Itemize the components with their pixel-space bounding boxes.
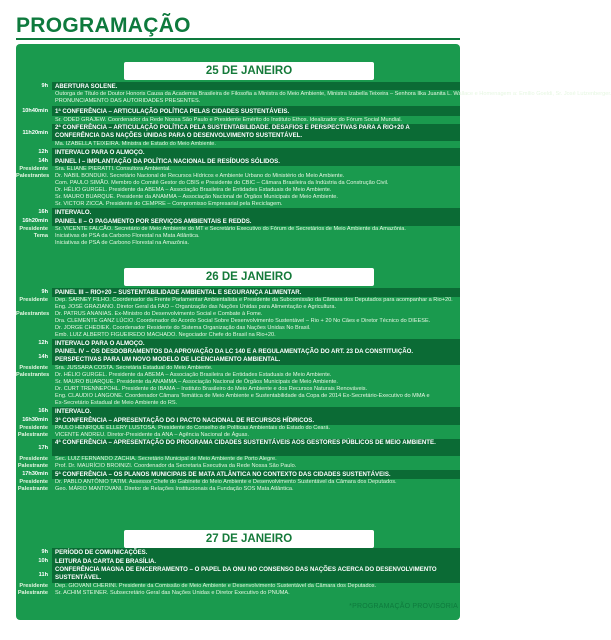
session-detail: Outorga de Título de Doutor Honoris Causa da Academia Brasileira de Filosofia a Ministra do Meio Ambiente, Ministra Izabella Teixeira – Senhora Ilka Juanita L. Wallace e Homenagem a: Emílio Goeldi, Sr. José Lutzenberger. <box>55 90 611 97</box>
session-detail: Sr. MAURO BUARQUE. Presidente da ANAMMA – Associação Nacional de Órgãos Municipais de Meio Ambiente. <box>55 379 338 385</box>
session-time: Presidente <box>19 583 48 589</box>
session-time: 10h40min <box>22 107 48 114</box>
session-detail: Sr. VICTOR ZICCA. Presidente do CEMPRE – Compromisso Empresarial pela Reciclagem. <box>55 201 283 207</box>
schedule-detail <box>16 583 460 590</box>
session-detail: Eng. CLAUDIO LANGONE. Coordenador Câmara Temática de Meio Ambiente e Sustentabilidade da Copa de 2014 Ex-Secretário-Executivo do MMA e <box>55 393 430 399</box>
session-title: 5ª CONFERÊNCIA – OS PLANOS MUNICIPAIS DE MATA ATLÂNTICA NO CONTEXTO DAS CIDADES SUSTENTÁVEIS. <box>55 471 391 478</box>
session-detail: Iniciativas de PSA da Carbono Florestal na Mata Atlântica. <box>55 233 200 239</box>
session-time: 9h <box>41 82 48 89</box>
session-time: Palestrantes <box>16 173 50 179</box>
session-time: Presidente <box>19 365 48 371</box>
schedule-session <box>16 348 460 365</box>
session-time: Palestrantes <box>16 311 50 317</box>
schedule-detail <box>16 297 460 304</box>
session-time: Palestrante <box>17 486 48 492</box>
session-title: LEITURA DA CARTA DE BRASÍLIA. <box>55 558 157 565</box>
session-detail: Dr. JORGE CHEDIEK. Coordenador Residente do Sistema Organização das Nações Unidas No Brasil. <box>55 325 311 331</box>
schedule-detail <box>16 332 460 339</box>
schedule-session <box>16 407 460 416</box>
schedule-detail <box>16 180 460 187</box>
session-title: PAINEL II – O PAGAMENTO POR SERVIÇOS AMBIENTAIS E REDDS. <box>55 218 252 225</box>
schedule-detail <box>16 226 460 233</box>
schedule-detail <box>16 166 460 173</box>
session-title: INTERVALO PARA O ALMOÇO. <box>55 340 145 347</box>
schedule-detail <box>16 318 460 325</box>
session-detail: Dr. PABLO ANTÔNIO TATIM. Assessor Chefe do Gabinete do Meio Ambiente e Desenvolvimento Sustentável da Câmara dos Deputados. <box>55 479 397 485</box>
title-rule <box>16 38 460 40</box>
schedule-session <box>16 106 460 116</box>
session-time: 9h <box>41 549 48 555</box>
session-title: INTERVALO PARA O ALMOÇO. <box>55 149 145 156</box>
session-time: 12h <box>38 149 48 155</box>
session-detail: Com. PAULO SIMÃO. Membro do Comitê Gestor do CBIS e Presidente do CBIC – Câmara Brasileira da Indústria da Construção Civil. <box>55 180 389 186</box>
session-title: INTERVALO. <box>55 408 92 415</box>
day-header: 26 DE JANEIRO <box>124 268 374 286</box>
session-detail: Dr. PATRUS ANANIAS. Ex-Ministro do Desenvolvimento Social e Combate à Fome. <box>55 311 263 317</box>
schedule-detail <box>16 432 460 439</box>
session-time: 11h20min <box>22 129 48 136</box>
schedule-session <box>16 157 460 166</box>
schedule-session <box>16 557 460 566</box>
session-time: Presidente <box>19 425 48 431</box>
session-detail: Geo. MÁRIO MANTOVANI. Diretor de Relações Institucionais da Fundação SOS Mata Atlântica. <box>55 486 294 492</box>
session-time: 10h <box>38 558 48 564</box>
session-detail: Sec. LUIZ FERNANDO ZACHIA. Secretário Municipal de Meio Ambiente de Porto Alegre. <box>55 456 277 462</box>
session-time: Presidente <box>19 226 48 232</box>
session-time: Palestrante <box>17 432 48 438</box>
session-title: 4ª CONFERÊNCIA – APRESENTAÇÃO DO PROGRAMA CIDADES SUSTENTÁVEIS AOS GESTORES PÚBLICOS DE MEIO AMBIENTE. <box>55 439 436 446</box>
session-detail: PAULO HENRIQUE ELLERY LUSTOSA. Presidente do Conselho de Políticas Ambientais do Estado do Ceará. <box>55 425 331 431</box>
schedule-session <box>16 82 460 90</box>
schedule-detail <box>16 311 460 318</box>
session-time: 17h30min <box>22 471 48 477</box>
session-detail: Dra. CLEMENTE GANZ LÚCIO. Coordenador do Acordo Social Sobre Desenvolvimento Sustentável – Rio + 20 No Cães e Diretor Técnico do DIEESE. <box>55 318 431 324</box>
session-title: ABERTURA SOLENE. <box>55 82 118 90</box>
provisional-footnote: *PROGRAMAÇÃO PROVISÓRIA <box>349 603 458 610</box>
session-detail: Ma. IZABELLA TEIXEIRA. Ministra de Estado do Meio Ambiente. <box>55 141 216 147</box>
session-time: Presidente <box>19 456 48 462</box>
session-time: 14h <box>38 158 48 164</box>
session-time: 16h <box>38 209 48 215</box>
session-detail: Dr. NABIL BONDUKI. Secretário Nacional de Recursos Hídricos e Ambiente Urbano do Ministério do Meio Ambiente. <box>55 173 345 179</box>
session-detail: Dr. HÉLIO GURGEL. Presidente da ABEMA – Associação Brasileira de Entidades Estaduais de Meio Ambiente. <box>55 187 332 193</box>
session-time: 16h30min <box>22 417 48 423</box>
day-header: 25 DE JANEIRO <box>124 62 374 80</box>
schedule-detail <box>16 194 460 201</box>
schedule-detail <box>16 187 460 194</box>
schedule-detail <box>16 233 460 240</box>
session-time: 9h <box>41 289 48 295</box>
session-title: PAINEL III – RIO+20 – SUSTENTABILIDADE AMBIENTAL E SEGURANÇA ALIMENTAR. <box>55 289 302 296</box>
session-detail: Ex-Secretário Estadual de Meio Ambiente do RS. <box>55 400 178 406</box>
session-detail: Sra. ELIANE PIERATTI. Consultora Ambiental. <box>55 166 171 172</box>
schedule-session <box>16 566 460 583</box>
schedule-detail <box>16 590 460 597</box>
schedule-session <box>16 548 460 557</box>
schedule-session <box>16 148 460 157</box>
session-time: Presidente <box>19 479 48 485</box>
schedule-detail <box>16 425 460 432</box>
session-detail: Sr. ODED GRAJEW. Coordenador da Rede Nossa São Paulo e Presidente Emérito do Instituto Ethos. Idealizador do Fórum Social Mundial. <box>55 116 402 123</box>
session-detail: Dr. HÉLIO GURGEL. Presidente da ABEMA – Associação Brasileira de Entidades Estaduais de Meio Ambiente. <box>55 372 332 378</box>
schedule-session <box>16 339 460 348</box>
session-detail: PRONUNCIAMENTO DAS AUTORIDADES PRESENTES. <box>55 98 201 104</box>
session-time: Palestrante <box>17 590 48 596</box>
schedule-detail <box>16 141 460 148</box>
page-title: PROGRAMAÇÃO <box>16 14 191 37</box>
schedule-detail <box>16 173 460 180</box>
schedule-detail <box>16 479 460 486</box>
schedule-session <box>16 470 460 479</box>
session-detail: Sr. VICENTE FALCÃO. Secretário de Meio Ambiente do MT e Secretário Executivo do Fórum de Secretários de Meio Ambiente da Amazônia. <box>55 226 406 232</box>
session-time: 14h <box>38 353 48 360</box>
session-detail: Sra. JUSSARA COSTA. Secretária Estadual do Meio Ambiente. <box>55 365 213 371</box>
schedule-detail <box>16 90 611 98</box>
session-title: PAINEL I – IMPLANTAÇÃO DA POLÍTICA NACIONAL DE RESÍDUOS SÓLIDOS. <box>55 158 280 165</box>
session-title: 1ª CONFERÊNCIA – ARTICULAÇÃO POLÍTICA PELAS CIDADES SUSTENTÁVEIS. <box>55 107 290 115</box>
session-time: 11h <box>38 571 48 578</box>
schedule-detail <box>16 386 460 393</box>
session-time: 16h <box>38 408 48 414</box>
schedule-detail <box>16 456 460 463</box>
schedule-detail <box>16 325 460 332</box>
schedule-session <box>16 416 460 425</box>
session-title: 2ª CONFERÊNCIA – ARTICULAÇÃO POLÍTICA PELA SUSTENTABILIDADE. DESAFIOS E PERSPECTIVAS PARA A RIO+20 A CONFERÊNCIA DAS NAÇÕES UNIDAS PARA O DESENVOLVIMENTO SUSTENTÁVEL. <box>55 124 410 139</box>
session-time: 12h <box>38 340 48 346</box>
session-detail: Sr. ACHIM STEINER. Subsecretário Geral das Nações Unidas e Diretor Executivo do PNUMA. <box>55 590 290 596</box>
schedule-detail <box>16 400 460 407</box>
session-time: Presidente <box>19 297 48 303</box>
schedule-detail <box>16 372 460 379</box>
session-detail: Iniciativas de PSA de Carbono Florestal na Amazônia. <box>55 240 190 246</box>
schedule-session <box>16 208 460 217</box>
schedule-detail <box>16 379 460 386</box>
session-time: Palestrantes <box>16 372 50 378</box>
session-detail: Sr. MAURO BUARQUE. Presidente da ANAMMA – Associação Nacional de Órgãos Municipais de Meio Ambiente. <box>55 194 338 200</box>
session-time: Palestrante <box>17 463 48 469</box>
session-detail: Dep. SARNEY FILHO. Coordenador da Frente Parlamentar Ambientalista e Presidente da Subcomissão da Câmara dos Deputados para acompanhar a Rio+20. <box>55 297 453 303</box>
schedule-detail <box>16 240 460 247</box>
schedule-session <box>16 439 460 456</box>
schedule-detail <box>16 463 460 470</box>
schedule-detail <box>16 486 460 493</box>
schedule-session <box>16 217 460 226</box>
session-title: 3ª CONFERÊNCIA – APRESENTAÇÃO DO I PACTO NACIONAL DE RECURSOS HÍDRICOS. <box>55 417 315 424</box>
schedule-detail <box>16 201 460 208</box>
session-title: INTERVALO. <box>55 209 92 216</box>
session-detail: Dr. CURT TRENNEPOHL. Presidente do IBAMA – Instituto Brasileiro do Meio Ambiente e dos Recursos Naturais Renováveis. <box>55 386 368 392</box>
session-detail: VICENTE ANDREU. Diretor-Presidente da ANA – Agência Nacional de Águas. <box>55 432 250 438</box>
session-time: 17h <box>38 444 48 451</box>
session-detail: Dep. GIOVANI CHERINI. Presidente da Comissão de Meio Ambiente e Desenvolvimento Sustentável da Câmara dos Deputados. <box>55 583 377 589</box>
schedule-detail <box>16 98 460 105</box>
schedule-detail <box>16 365 460 372</box>
session-detail: Eng. JOSÉ GRAZIANO. Diretor Geral da FAO – Organização das Nações Unidas para Alimentação e Agricultura. <box>55 304 337 310</box>
day-header: 27 DE JANEIRO <box>124 530 374 548</box>
schedule-detail <box>16 393 460 400</box>
schedule-session <box>16 124 460 141</box>
schedule-session <box>16 288 460 297</box>
session-time: 16h20min <box>22 218 48 224</box>
session-detail: Emb. LUIZ ALBERTO FIGUEIREDO MACHADO. Negociador Chefe do Brasil na Rio+20. <box>55 332 276 338</box>
session-title: PERÍODO DE COMUNICAÇÕES. <box>55 549 148 556</box>
session-detail: Prof. Dr. MAURÍCIO BROINIZI. Coordenador da Secretaria Executiva da Rede Nossa São Paulo. <box>55 463 297 469</box>
schedule-detail <box>16 116 460 124</box>
session-title: PAINEL IV – OS DESDOBRAMENTOS DA APROVAÇÃO DA LC 140 E A REGULAMENTAÇÃO DO ART. 23 DA CONSTITUIÇÃO. PERSPECTIVAS PARA UM NOVO MODELO DE LICENCIAMENTO AMBIENTAL. <box>55 348 414 363</box>
schedule-detail <box>16 304 460 311</box>
schedule-panel <box>16 44 611 620</box>
session-title: CONFERÊNCIA MAGNA DE ENCERRAMENTO – O PAPEL DA ONU NO CONSENSO DAS NAÇÕES ACERCA DO DESENVOLVIMENTO SUSTENTÁVEL. <box>55 566 437 581</box>
session-time: Presidente <box>19 166 48 172</box>
session-time: Tema <box>33 233 48 239</box>
